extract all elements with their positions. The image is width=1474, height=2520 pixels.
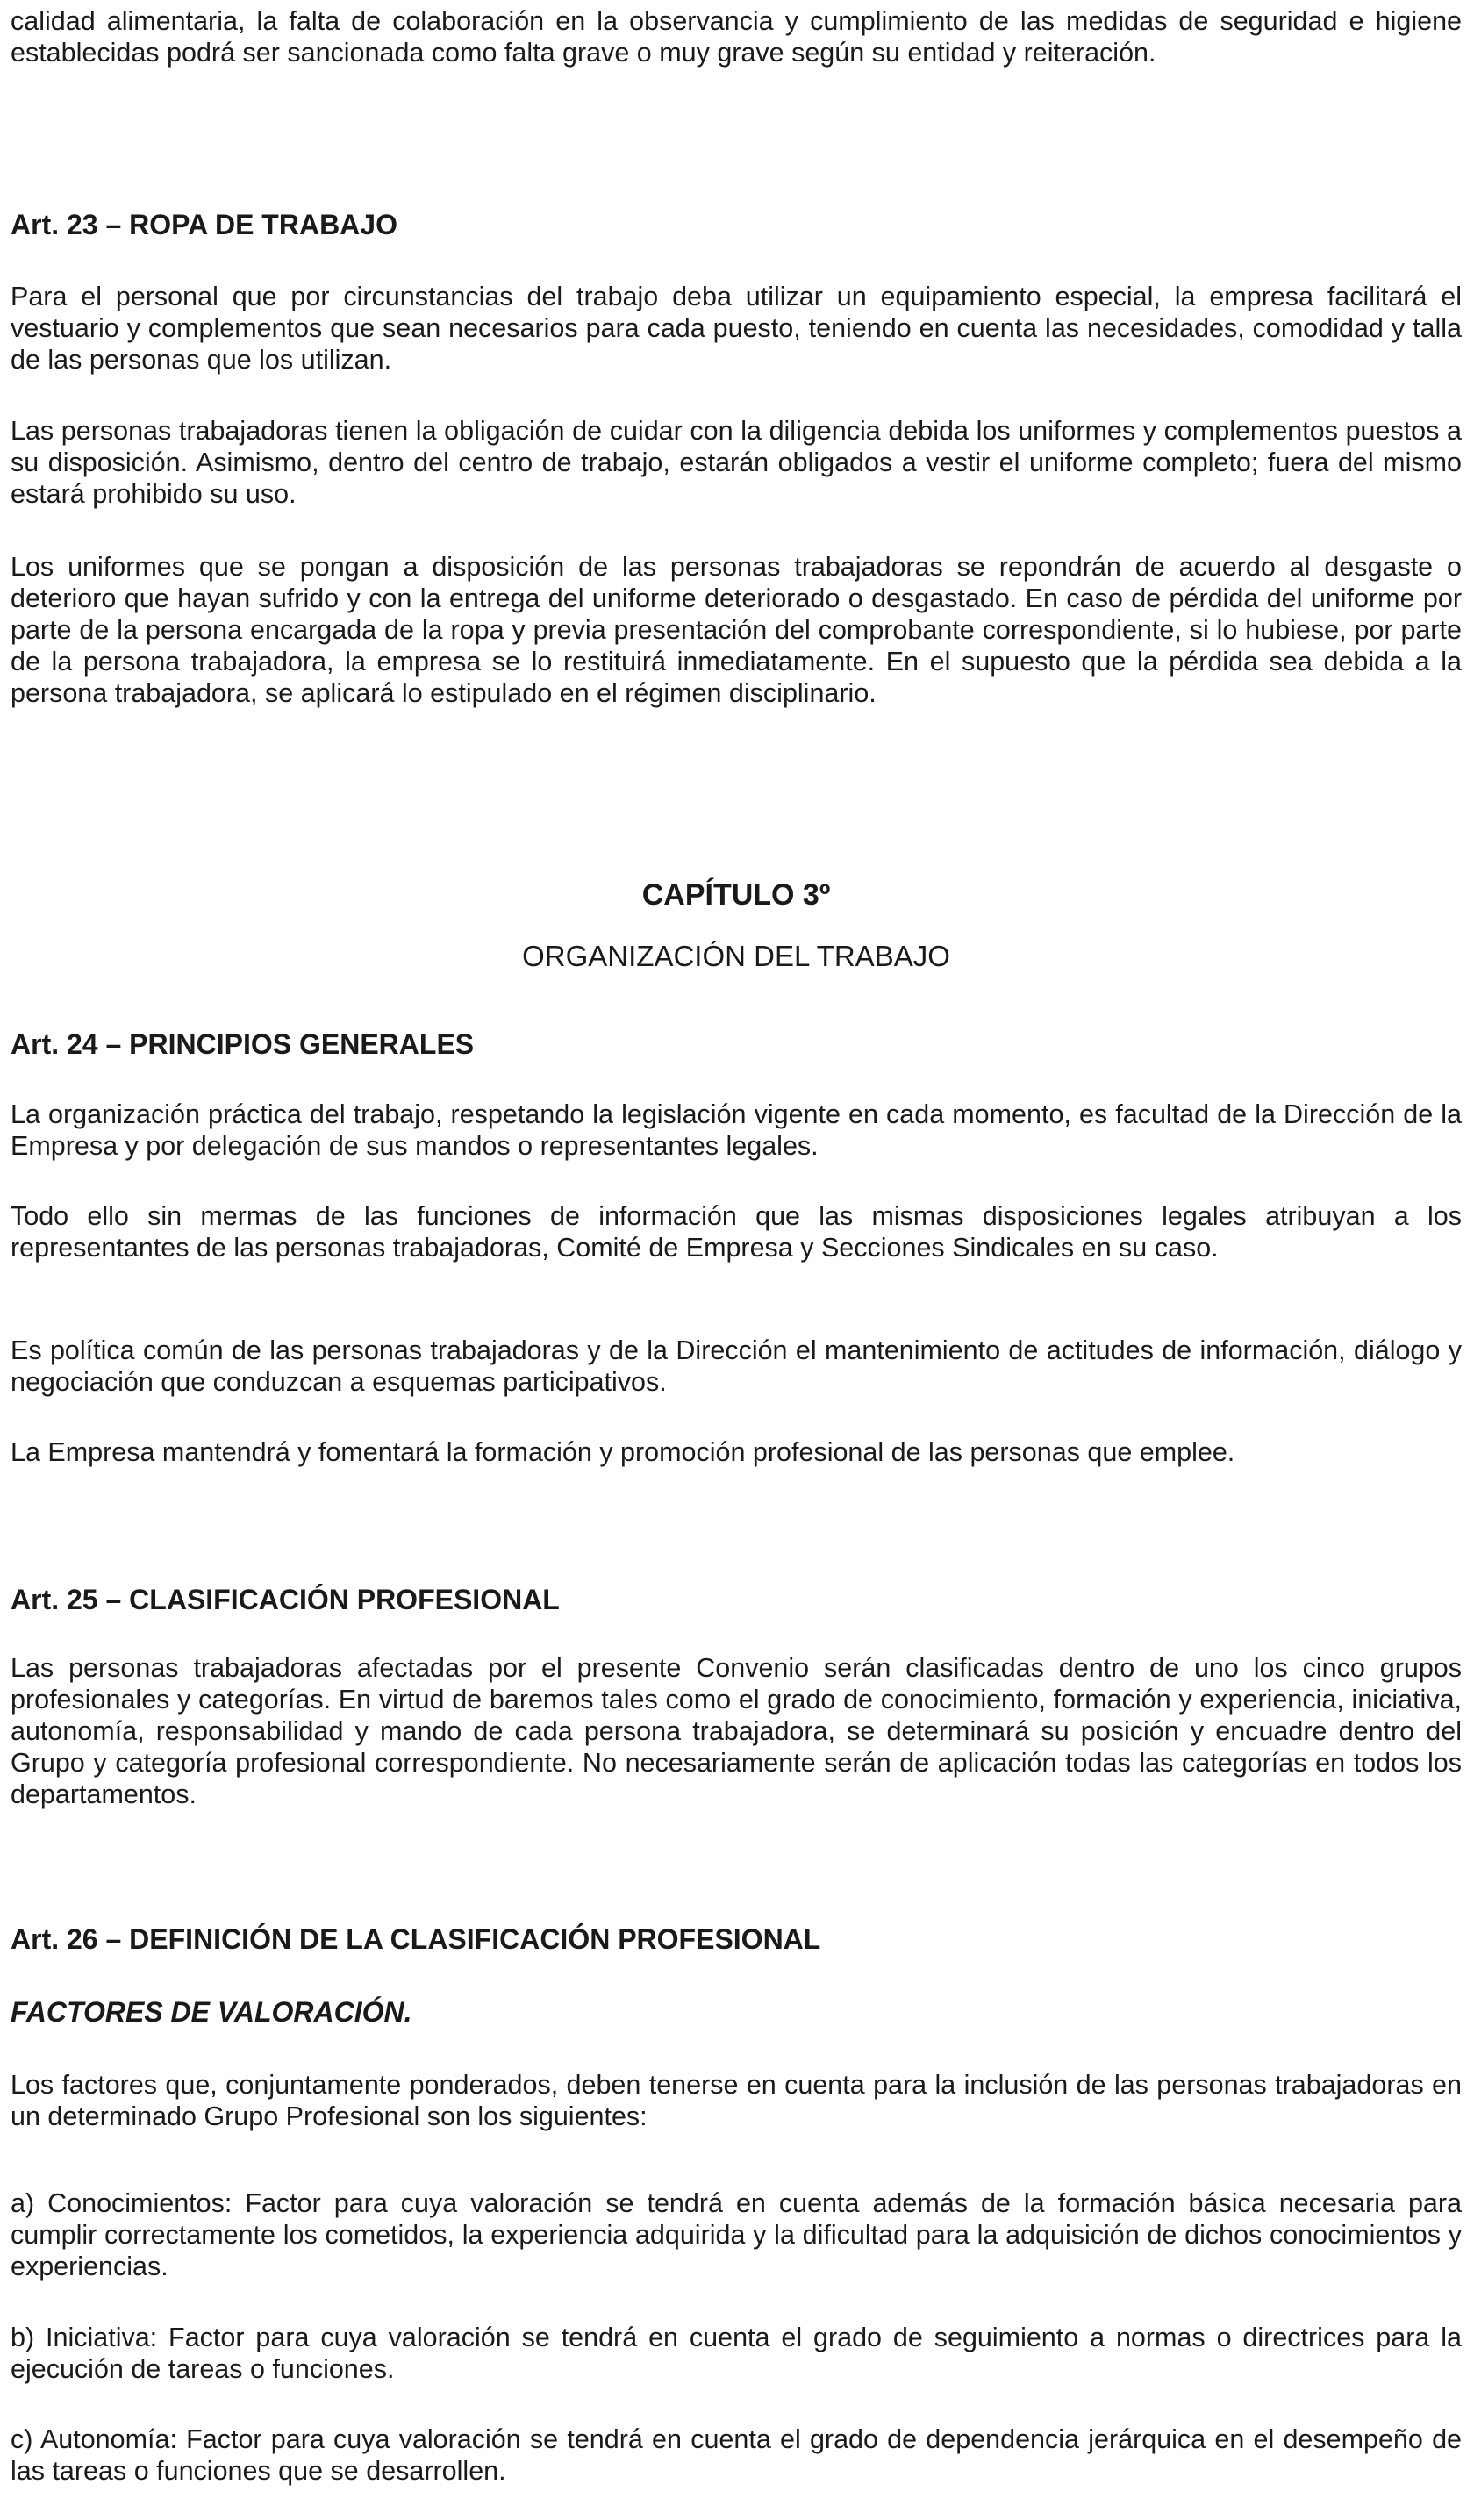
art26-item-a: a) Conocimientos: Factor para cuya valoración se tendrá en cuenta además de la formación básica necesaria para cumplir correctamente los cometidos, la experiencia adquirida y la dificultad para la adquisición de dichos conocimientos y experiencias. (11, 2188, 1462, 2281)
art24-heading: Art. 24 – PRINCIPIOS GENERALES (11, 1028, 475, 1060)
art23-paragraph-2: Las personas trabajadoras tienen la obligación de cuidar con la diligencia debida los uniformes y complementos puestos a su disposición. Asimismo, dentro del centro de trabajo, estarán obligados a vestir el uniforme completo; fuera del mismo estará prohibido su uso. (11, 416, 1462, 509)
art26-item-c: c) Autonomía: Factor para cuya valoración se tendrá en cuenta el grado de dependencia jerárquica en el desempeño de las tareas o funciones que se desarrollen. (11, 2424, 1462, 2486)
art23-paragraph-1: Para el personal que por circunstancias del trabajo deba utilizar un equipamiento especial, la empresa facilitará el vestuario y complementos que sean necesarios para cada puesto, teniendo en cuenta las necesidades, comodidad y talla de las personas que los utilizan. (11, 282, 1462, 375)
art23-paragraph-3: Los uniformes que se pongan a disposición de las personas trabajadoras se repondrán de acuerdo al desgaste o deterioro que hayan sufrido y con la entrega del uniforme deteriorado o desgastado. En caso de pérdida del uniforme por parte de la persona encargada de la ropa y previa presentación del comprobante correspondiente, si lo hubiese, por parte de la persona trabajadora, la empresa se lo restituirá inmediatamente. En el supuesto que la pérdida sea debida a la persona trabajadora, se aplicará lo estipulado en el régimen disciplinario. (11, 552, 1462, 708)
art24-paragraph-1: La organización práctica del trabajo, respetando la legislación vigente en cada momento, es facultad de la Dirección de la Empresa y por delegación de sus mandos o representantes legales. (11, 1099, 1462, 1161)
art25-paragraph-1: Las personas trabajadoras afectadas por el presente Convenio serán clasificadas dentro de uno los cinco grupos profesionales y categorías. En virtud de baremos tales como el grado de conocimiento, formación y experiencia, iniciativa, autonomía, responsabilidad y mando de cada persona trabajadora, se determinará su posición y encuadre dentro del Grupo y categoría profesional correspondiente. No necesariamente serán de aplicación todas las categorías en todos los departamentos. (11, 1653, 1462, 1809)
chapter-title: ORGANIZACIÓN DEL TRABAJO (522, 940, 950, 972)
art24-paragraph-3: Es política común de las personas trabajadoras y de la Dirección el mantenimiento de actitudes de información, diálogo y negociación que conduzcan a esquemas participativos. (11, 1335, 1462, 1397)
chapter-number: CAPÍTULO 3º (641, 878, 831, 912)
art26-item-b: b) Iniciativa: Factor para cuya valoración se tendrá en cuenta el grado de seguimiento a normas o directrices para la ejecución de tareas o funciones. (11, 2323, 1462, 2384)
art26-subheading: FACTORES DE VALORACIÓN. (11, 1996, 412, 2028)
art24-paragraph-2: Todo ello sin mermas de las funciones de información que las mismas disposiciones legales atribuyan a los representantes de las personas trabajadoras, Comité de Empresa y Secciones Sindicales en su caso. (11, 1201, 1462, 1263)
intro-paragraph: calidad alimentaria, la falta de colaboración en la observancia y cumplimiento de las medidas de seguridad e higiene establecidas podrá ser sancionada como falta grave o muy grave según su entidad y reiteración. (11, 6, 1462, 68)
art23-heading: Art. 23 – ROPA DE TRABAJO (11, 209, 397, 240)
art24-paragraph-4: La Empresa mantendrá y fomentará la formación y promoción profesional de las personas que emplee. (11, 1437, 1235, 1467)
art25-heading: Art. 25 – CLASIFICACIÓN PROFESIONAL (11, 1584, 560, 1615)
art26-heading: Art. 26 – DEFINICIÓN DE LA CLASIFICACIÓN PROFESIONAL (11, 1923, 821, 1955)
art26-paragraph-1: Los factores que, conjuntamente ponderados, deben tenerse en cuenta para la inclusión de las personas trabajadoras en un determinado Grupo Profesional son los siguientes: (11, 2070, 1462, 2131)
